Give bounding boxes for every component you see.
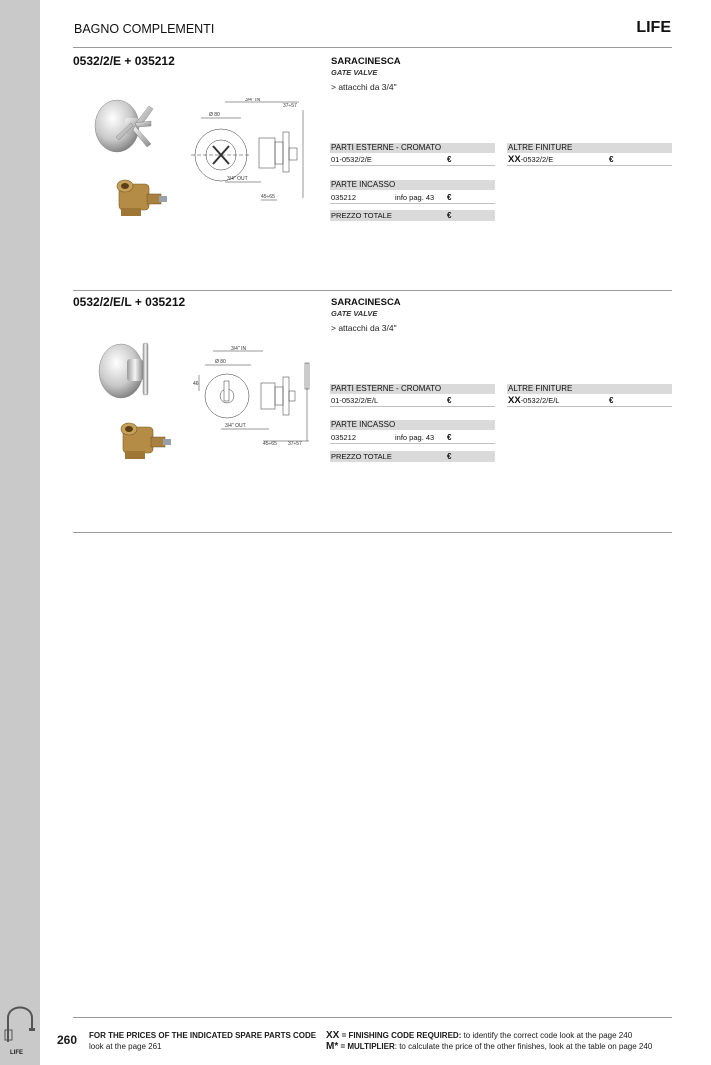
finishes-code	[508, 154, 553, 166]
valve-handle-image	[91, 96, 161, 156]
builtin-parts-row	[330, 432, 495, 444]
brass-body-image	[117, 419, 175, 463]
finishes-price: €	[609, 396, 614, 405]
product-code-title: 0532/2/E/L + 035212	[73, 295, 186, 309]
product-note: > attacchi da 3/4"	[331, 82, 397, 92]
footer-divider	[73, 1017, 672, 1018]
legend-m-text: : to calculate the price of the other finishes, look at the table on page 240	[394, 1042, 653, 1051]
technical-drawing	[193, 345, 319, 449]
external-price: €	[447, 396, 452, 405]
valve-lever-image	[95, 339, 161, 399]
drawing-height-label: 46	[193, 381, 199, 387]
legend-m-key: M*	[326, 1041, 339, 1052]
finishes-header: ALTRE FINITURE	[507, 143, 672, 153]
total-price: €	[447, 452, 452, 461]
finishes-price: €	[609, 155, 614, 164]
finish-code: -0532/2/E/L	[520, 396, 560, 405]
builtin-info: info pag. 43	[395, 193, 435, 202]
drawing-dim-label: 37÷57	[283, 103, 297, 109]
total-price-row	[330, 210, 495, 221]
product-name: SARACINESCA	[331, 56, 401, 67]
drawing-out-label: 3/4" OUT	[225, 423, 246, 429]
footer-spare-parts-text: look at the page 261	[89, 1042, 162, 1051]
product-subtitle: GATE VALVE	[331, 309, 378, 318]
product-subtitle: GATE VALVE	[331, 68, 378, 77]
external-code: 01-0532/2/E/L	[331, 396, 379, 405]
finishes-header: ALTRE FINITURE	[507, 384, 672, 394]
faucet-logo-icon	[4, 996, 36, 1042]
finishes-code	[508, 395, 559, 407]
product-code-title: 0532/2/E + 035212	[73, 54, 175, 68]
footer-spare-parts-heading: FOR THE PRICES OF THE INDICATED SPARE PARTS CODE	[89, 1031, 317, 1040]
side-brand-label: LIFE	[10, 1050, 23, 1056]
external-parts-row	[330, 154, 495, 166]
external-code: 01-0532/2/E	[331, 155, 372, 164]
side-band	[0, 0, 40, 1065]
total-label: PREZZO TOTALE	[331, 211, 392, 220]
drawing-in-label: 3/4" IN	[245, 98, 261, 103]
external-price: €	[447, 155, 452, 164]
finishes-row	[507, 154, 672, 166]
finish-prefix: XX	[508, 395, 521, 406]
footer-legend	[326, 1030, 652, 1052]
builtin-price: €	[447, 193, 452, 202]
page-title: BAGNO COMPLEMENTI	[74, 22, 215, 36]
builtin-parts-header: PARTE INCASSO	[330, 420, 495, 430]
technical-drawing	[191, 98, 317, 206]
drawing-in-label: 3/4" IN	[231, 346, 247, 352]
builtin-code: 035212	[331, 193, 357, 202]
finish-code: -0532/2/E	[520, 155, 554, 164]
total-label: PREZZO TOTALE	[331, 452, 392, 461]
product-section-2	[73, 289, 672, 529]
builtin-parts-header: PARTE INCASSO	[330, 180, 495, 190]
drawing-depth-label: 45÷65	[263, 441, 277, 447]
total-price: €	[447, 211, 452, 220]
external-parts-row	[330, 395, 495, 407]
finishes-row	[507, 395, 672, 407]
legend-m-heading: = MULTIPLIER	[338, 1042, 395, 1051]
drawing-dim-label: 37÷57	[288, 441, 302, 447]
product-note: > attacchi da 3/4"	[331, 323, 397, 333]
drawing-diameter-label: Ø 80	[209, 112, 220, 118]
section-divider	[73, 532, 672, 533]
external-parts-header: PARTI ESTERNE - CROMATO	[330, 143, 495, 153]
builtin-info: info pag. 43	[395, 433, 435, 442]
builtin-parts-row	[330, 192, 495, 204]
drawing-depth-label: 45÷65	[261, 194, 275, 200]
drawing-out-label: 3/4" OUT	[227, 176, 248, 182]
legend-xx-text: to identify the correct code look at the page 240	[461, 1031, 633, 1040]
page-number: 260	[57, 1033, 78, 1047]
legend-xx-heading: = FINISHING CODE REQUIRED:	[339, 1031, 462, 1040]
product-name: SARACINESCA	[331, 297, 401, 308]
footer-spare-parts-note	[89, 1030, 316, 1052]
drawing-diameter-label: Ø 80	[215, 359, 226, 365]
builtin-price: €	[447, 433, 452, 442]
brass-body-image	[113, 176, 171, 220]
external-parts-header: PARTI ESTERNE - CROMATO	[330, 384, 495, 394]
finish-prefix: XX	[508, 154, 521, 165]
total-price-row	[330, 451, 495, 462]
product-section-1	[73, 48, 672, 288]
brand-title: LIFE	[636, 19, 671, 36]
builtin-code: 035212	[331, 433, 357, 442]
legend-xx-key: XX	[326, 1030, 340, 1041]
